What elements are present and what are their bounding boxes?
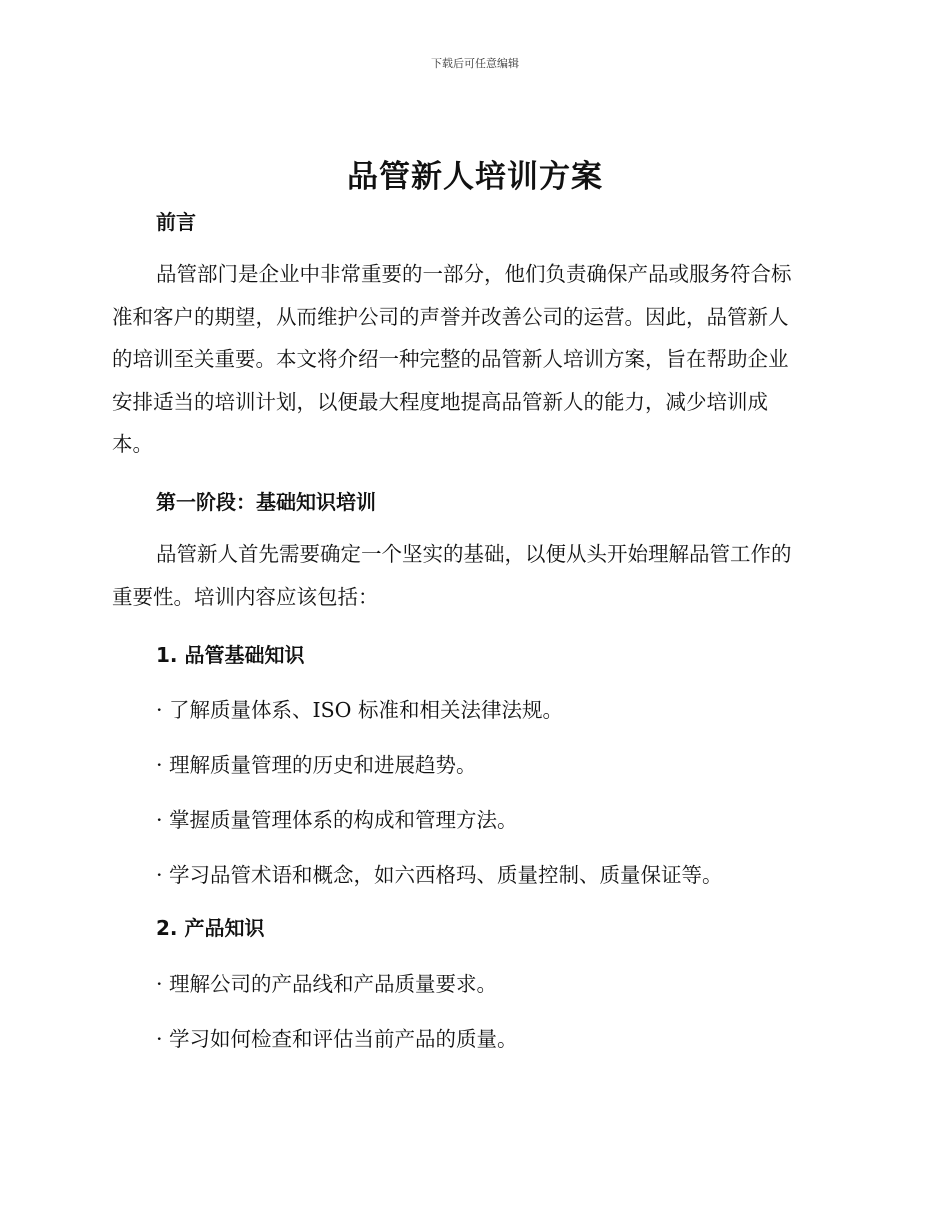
- stage1-paragraph: [112, 533, 832, 618]
- bullet-item: · 理解质量管理的历史和进展趋势。: [156, 753, 477, 777]
- bullet-item: · 掌握质量管理体系的构成和管理方法。: [156, 808, 518, 832]
- subsection-heading-basics: 1. 品管基础知识: [156, 643, 305, 667]
- preface-line: 本。: [112, 432, 153, 456]
- preface-paragraph: [112, 253, 832, 466]
- preface-line: 安排适当的培训计划，以便最大程度地提高品管新人的能力，减少培训成: [112, 389, 768, 414]
- page-header-note: 下载后可任意编辑: [431, 57, 519, 70]
- section-heading-preface: 前言: [156, 210, 196, 234]
- bullet-item: · 理解公司的产品线和产品质量要求。: [156, 972, 498, 996]
- document-title: 品管新人培训方案: [347, 159, 603, 195]
- section-heading-stage1: 第一阶段：基础知识培训: [156, 490, 376, 514]
- preface-line: 的培训至关重要。本文将介绍一种完整的品管新人培训方案，旨在帮助企业: [112, 347, 789, 371]
- stage1-line: 品管新人首先需要确定一个坚实的基础，以便从头开始理解品管工作的: [156, 542, 792, 566]
- preface-line: 准和客户的期望，从而维护公司的声誉并改善公司的运营。因此，品管新人: [112, 304, 789, 329]
- bullet-item: · 学习品管术语和概念，如六西格玛、质量控制、质量保证等。: [156, 863, 723, 887]
- stage1-line: 重要性。培训内容应该包括：: [112, 584, 379, 609]
- bullet-item: · 学习如何检查和评估当前产品的质量。: [156, 1027, 518, 1051]
- preface-line: 品管部门是企业中非常重要的一部分，他们负责确保产品或服务符合标: [156, 262, 792, 286]
- bullet-item: · 了解质量体系、ISO 标准和相关法律法规。: [156, 698, 563, 722]
- subsection-heading-product: 2. 产品知识: [156, 916, 265, 940]
